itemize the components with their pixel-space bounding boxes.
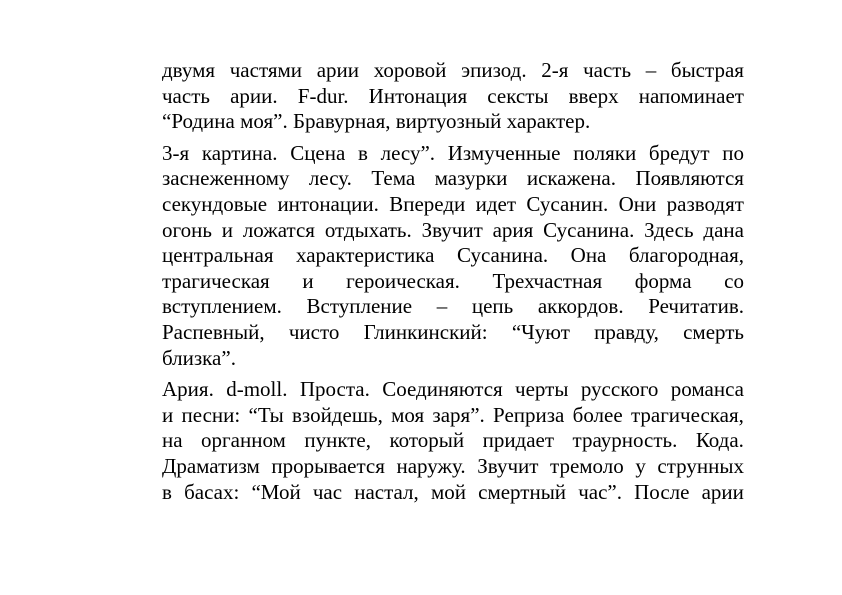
- text-line: трагическая и героическая. Трехчастная форма со: [162, 268, 744, 293]
- paragraph-3: [162, 377, 744, 505]
- text-line: огонь и ложатся отдыхать. Звучит ария Сусанина. Здесь дана: [162, 217, 744, 242]
- text-line: Распевный, чисто Глинкинский: “Чуют правду, смерть: [162, 319, 744, 344]
- text-line: двумя частями арии хоровой эпизод. 2-я часть – быстрая: [162, 58, 744, 82]
- text-line: на органном пункте, который придает траурность. Кода.: [162, 428, 744, 453]
- paragraph-1: [162, 58, 744, 135]
- paragraph-2: [162, 141, 744, 371]
- text-line: Ария. d-moll. Проста. Соединяются черты русского романса: [162, 377, 744, 402]
- text-line: Драматизм прорывается наружу. Звучит тремоло у струнных: [162, 453, 744, 478]
- text-line: центральная характеристика Сусанина. Она благородная,: [162, 243, 744, 268]
- text-line: секундовые интонации. Впереди идет Сусанин. Они разводят: [162, 191, 744, 216]
- text-line: в басах: “Мой час настал, мой смертный час”. После арии: [162, 479, 744, 504]
- text-line: близка”.: [162, 345, 236, 370]
- document-body: [162, 58, 744, 505]
- text-line: 3-я картина. Сцена в лесу”. Измученные поляки бредут по: [162, 140, 744, 165]
- text-line: “Родина моя”. Бравурная, виртуозный характер.: [162, 109, 591, 134]
- text-line: заснеженному лесу. Тема мазурки искажена. Появляются: [162, 166, 744, 191]
- text-line: и песни: “Ты взойдешь, моя заря”. Реприза более трагическая,: [162, 402, 744, 427]
- text-line: вступлением. Вступление – цепь аккордов. Речитатив.: [162, 294, 744, 319]
- text-line: часть арии. F-dur. Интонация сексты вверх напоминает: [162, 83, 744, 108]
